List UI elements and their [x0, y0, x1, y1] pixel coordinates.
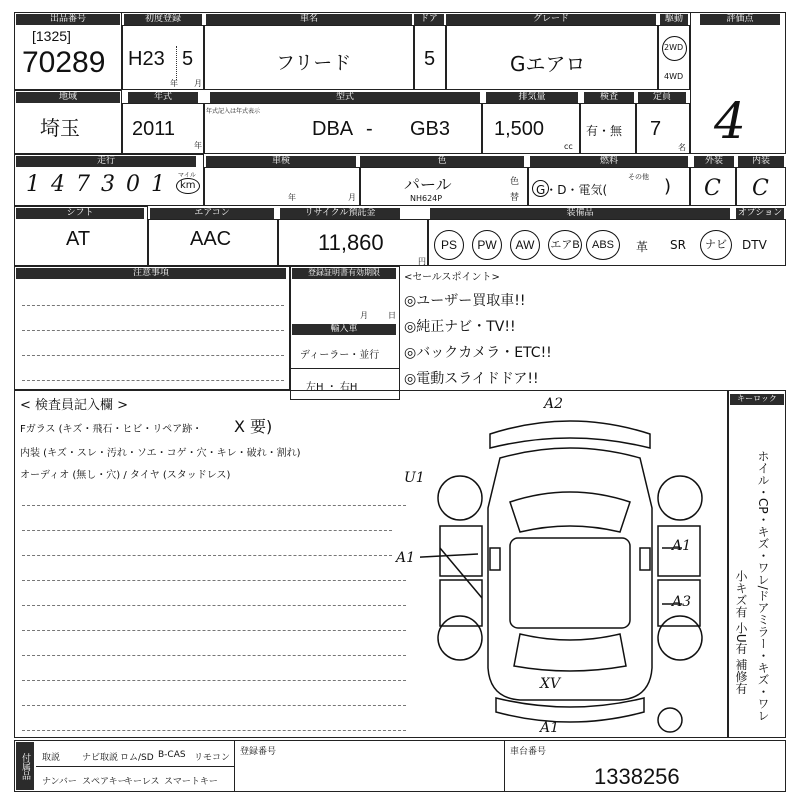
aircon-label: エアコン	[150, 208, 274, 219]
type-dash: -	[366, 118, 373, 140]
type-prefix: DBA	[312, 118, 354, 140]
score-label: 評価点	[700, 14, 780, 25]
recycle-label: リサイクル預託金	[280, 208, 400, 219]
equip-dtv: DTV	[742, 238, 767, 252]
inspection-line-3: オーディオ (無し・穴) / タイヤ (スタッドレス)	[20, 470, 231, 481]
sales-point-2: ◎純正ナビ・TV!!	[404, 319, 516, 335]
exterior-score: C	[704, 176, 721, 201]
grade-value: Gエアロ	[510, 52, 586, 76]
color-change-2: 替	[510, 193, 520, 203]
inspection-dotline-10	[22, 730, 406, 731]
mileage-value: 1 4 7 3 0 1	[26, 172, 167, 197]
door-left-front	[440, 526, 482, 576]
region-label: 地域	[16, 92, 120, 103]
exterior-label: 外装	[694, 156, 734, 167]
car-body	[488, 448, 652, 700]
wheel-front-left	[438, 476, 482, 520]
mark-a1-bottom: A1	[540, 720, 560, 736]
car-front-bumper	[490, 421, 650, 448]
capacity-unit: 名	[678, 143, 686, 152]
mark-line-left	[420, 548, 482, 598]
shaken-year-unit: 年	[288, 193, 296, 202]
car-roof	[510, 538, 630, 628]
footer-item-manual: 取説	[42, 753, 61, 763]
doors-label: ドア	[414, 14, 444, 25]
mileage-unit: km	[180, 180, 196, 191]
lot-number: 70289	[22, 46, 106, 79]
fuel-label: 燃料	[530, 156, 688, 167]
mile-label: マイル	[178, 172, 196, 179]
audit-label: 検査	[584, 92, 634, 103]
lot-label: 出品番号	[16, 14, 120, 25]
color-code: NH624P	[410, 194, 443, 203]
wheel-front-right	[658, 476, 702, 520]
equipment-label: 装備品	[430, 208, 730, 219]
type-code: GB3	[410, 118, 451, 140]
footer-item-remote: リモコン	[194, 753, 231, 763]
other-label: オプション	[737, 208, 783, 218]
inspection-dotline-3	[22, 555, 392, 556]
equip-leather: 革	[636, 240, 649, 254]
legend-title: キーロック	[730, 394, 784, 405]
mileage-label: 走行	[16, 156, 196, 167]
legend-col-1: ホイル・CP・キズ・ワレ/ドアミラー・キズ・ワレ	[756, 450, 770, 722]
fuel-other: その他	[628, 173, 649, 181]
mirror-right	[640, 548, 650, 570]
dealer-value: ディーラー・並行	[300, 350, 380, 361]
mark-u1: U1	[404, 470, 425, 486]
car-name-label: 車名	[206, 14, 412, 25]
legend-col-2: 小キズ有 小U有 補修有	[734, 570, 748, 695]
mark-xv: XV	[540, 676, 561, 692]
notes-label: 注意事項	[16, 268, 286, 279]
displacement: 1,500	[494, 118, 545, 140]
sales-point-1: ◎ユーザー買取車!!	[404, 293, 526, 309]
shaken-month-unit: 月	[348, 193, 356, 202]
car-name: フリード	[276, 52, 352, 74]
steering-value: 左H ・ 右H	[306, 382, 358, 393]
chassis-label: 車台番号	[510, 747, 547, 757]
sales-point-4: ◎電動スライドドア!!	[404, 371, 539, 387]
type-note: 年式記入は年式表示	[206, 108, 261, 115]
inspection-dotline-8	[22, 680, 406, 681]
door-left-rear	[440, 580, 482, 626]
color-label: 色	[360, 156, 524, 167]
car-rear-bumper	[496, 698, 644, 722]
footer-item-spare-key: スペアキー	[82, 777, 127, 787]
fuel-close: )	[664, 176, 672, 197]
equip-airbag: エアB	[548, 230, 582, 260]
shaken-box	[204, 167, 360, 206]
first-reg-month: 5	[182, 48, 194, 70]
capacity-value: 7	[650, 118, 662, 140]
mark-a3: A3	[672, 594, 692, 610]
interior-label: 内装	[738, 156, 784, 167]
inspection-title: < 検査員記入欄 >	[20, 398, 129, 413]
footer-side-label: 付属品	[16, 742, 34, 790]
notes-line-2	[22, 330, 284, 331]
inspection-dotline-2	[22, 530, 392, 531]
fuel-value: G・D・電気(	[536, 183, 608, 197]
reg-label: 登録番号	[240, 747, 277, 757]
chassis-number: 1338256	[594, 764, 680, 789]
dealer-divider	[290, 368, 400, 369]
shift-label: シフト	[16, 208, 144, 219]
footer-row-divider	[36, 766, 234, 767]
mark-a2: A2	[544, 396, 564, 412]
notes-line-1	[22, 305, 284, 306]
grade-label: グレード	[446, 14, 656, 25]
equip-abs: ABS	[586, 230, 620, 260]
inspection-dotline-7	[22, 655, 406, 656]
shift-value: AT	[66, 228, 91, 250]
yen-unit: 円	[418, 257, 426, 266]
mirror-left	[490, 548, 500, 570]
footer-item-bcas: B-CAS	[158, 750, 186, 760]
footer-item-keyless: キーレス	[124, 777, 160, 787]
mark-a1-right: A1	[672, 538, 692, 554]
notes-line-3	[22, 355, 284, 356]
notes-line-4	[22, 380, 284, 381]
car-diagram	[420, 398, 720, 738]
footer-item-plate: ナンバー	[42, 777, 77, 787]
equip-ps: PS	[434, 230, 464, 260]
equip-sr: SR	[670, 238, 686, 252]
footer-col-divider-2	[504, 740, 505, 792]
inspection-dotline-9	[22, 705, 406, 706]
inspection-dotline-5	[22, 605, 406, 606]
notes-box	[14, 266, 290, 390]
wheel-rear-right	[658, 616, 702, 660]
region-value: 埼玉	[40, 116, 80, 140]
equip-navi: ナビ	[700, 230, 732, 260]
month-unit: 月	[194, 79, 202, 88]
shaken-label: 車検	[206, 156, 356, 167]
cc-unit: cc	[564, 142, 573, 151]
score-value: 4	[714, 92, 746, 150]
capacity-label: 定員	[638, 92, 686, 103]
footer-item-rom: ロム/SD	[120, 753, 154, 763]
interior-score: C	[752, 176, 769, 201]
footer-item-smart-key: スマートキー	[164, 777, 218, 787]
wheel-rear-left	[438, 616, 482, 660]
type-label: 型式	[210, 92, 480, 103]
year-unit-2: 年	[194, 141, 202, 150]
dealer-day: 日	[388, 311, 396, 320]
dealer-title: 登録証明書有効期限	[292, 268, 396, 279]
recycle-value: 11,860	[318, 230, 384, 255]
sales-point-3: ◎バックカメラ・ETC!!	[404, 345, 552, 361]
drive-2wd: 2WD	[664, 43, 684, 52]
inspection-dotline-4	[22, 580, 406, 581]
mark-a1-left: A1	[396, 550, 416, 566]
lot-bracket: [1325]	[32, 28, 71, 44]
inspection-dotline-1	[22, 505, 406, 506]
aircon-value: AAC	[190, 228, 232, 250]
drive-label: 駆動	[660, 14, 688, 25]
first-reg-label: 初度登録	[124, 14, 202, 25]
doors-value: 5	[424, 48, 436, 70]
footer-item-navi-manual: ナビ取説	[82, 753, 119, 763]
top-border	[14, 12, 786, 13]
dealer-month: 月	[360, 311, 368, 320]
equip-pw: PW	[472, 230, 502, 260]
import-label: 輸入車	[292, 324, 396, 335]
car-rear-glass	[514, 634, 626, 671]
color-change-1: 色	[510, 177, 520, 187]
equip-aw: AW	[510, 230, 540, 260]
footer-col-divider	[234, 740, 235, 792]
sales-label: <セールスポイント>	[404, 272, 500, 283]
inspection-line-1-mark: X 要)	[234, 417, 273, 436]
audit-value: 有・無	[586, 124, 623, 138]
year-unit: 年	[170, 79, 178, 88]
inspection-line-1: Fガラス (キズ・飛石・ヒビ・リペア跡・	[20, 424, 203, 435]
inspection-line-2: 内装 (キズ・スレ・汚れ・ソエ・コゲ・穴・キレ・破れ・割れ)	[20, 448, 301, 459]
year-label: 年式	[128, 92, 198, 103]
era-divider	[176, 46, 177, 80]
inspection-dotline-6	[22, 630, 406, 631]
color-value: パール	[404, 175, 452, 194]
drive-4wd: 4WD	[664, 72, 684, 81]
year-value: 2011	[132, 118, 176, 140]
car-windshield	[510, 492, 630, 532]
wheel-spare	[658, 708, 682, 732]
era-year: H23	[128, 48, 165, 70]
cc-label: 排気量	[486, 92, 578, 103]
